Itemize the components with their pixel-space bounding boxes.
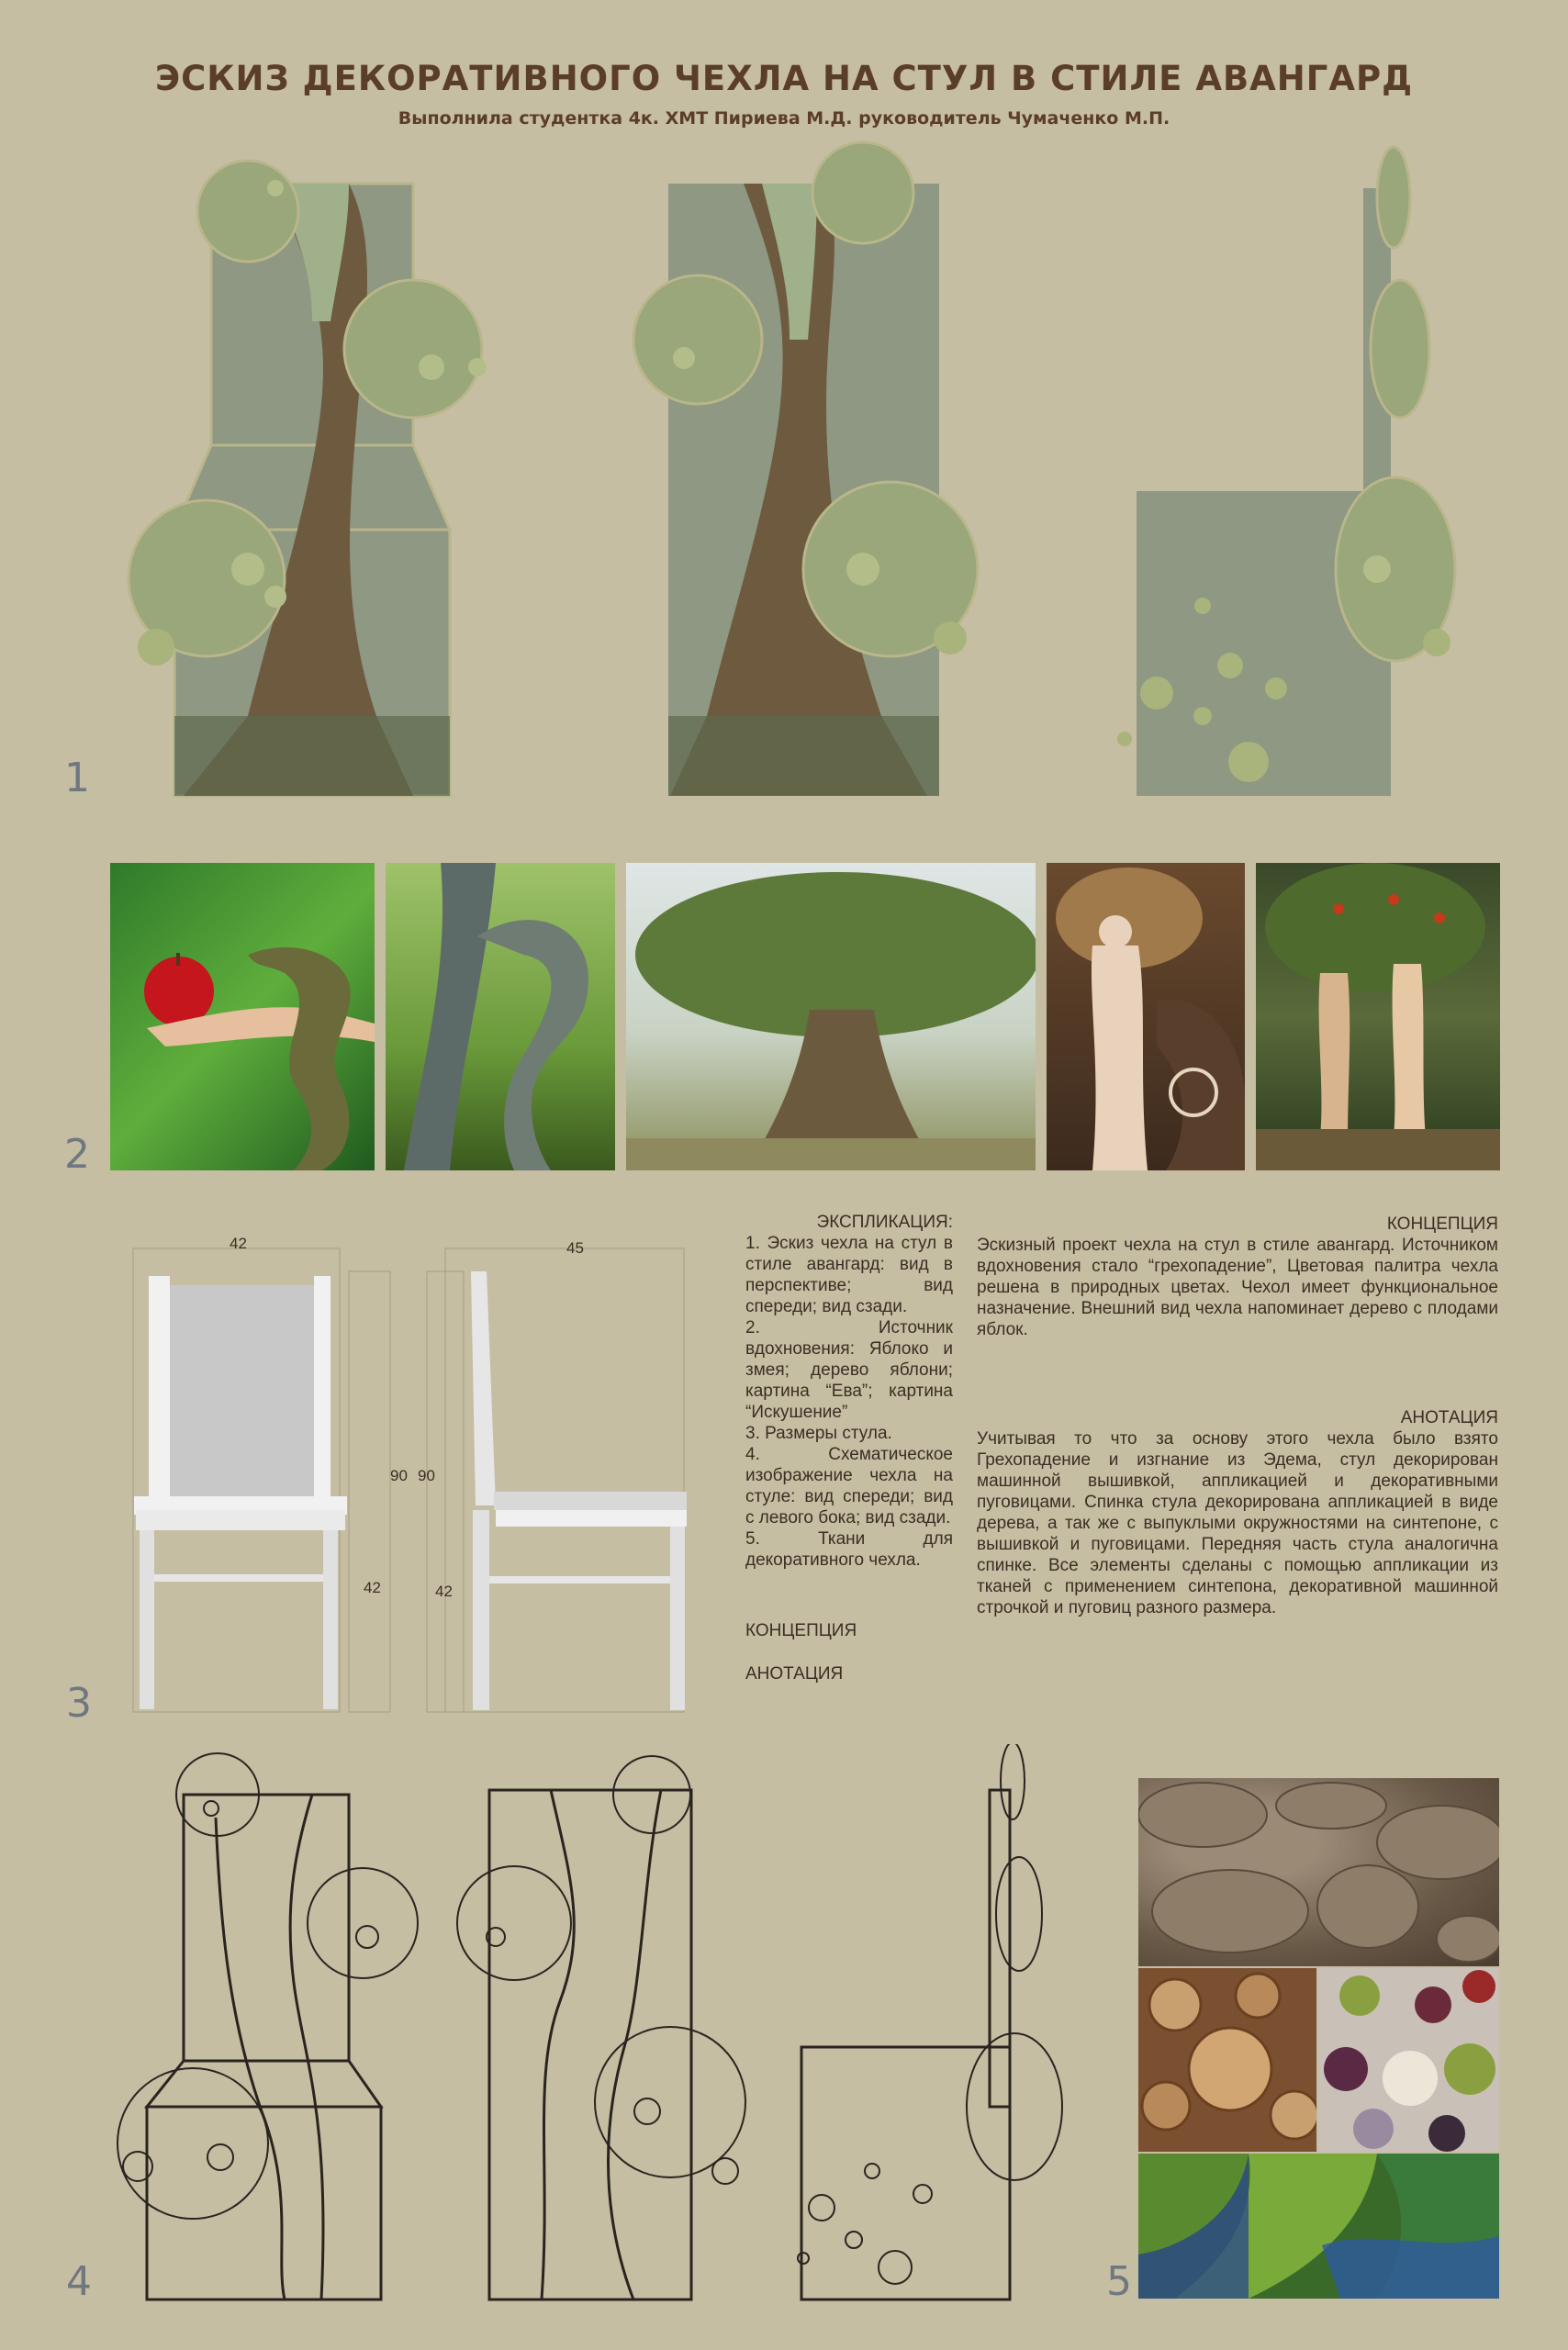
explication-item-1: 1. Эскиз чехла на стул в стиле авангард: вид в перспективе; вид спереди; вид сзади. — [745, 1234, 953, 1316]
section-number-3: 3 — [66, 1680, 92, 1727]
swatch-colored-buttons — [1318, 1968, 1499, 2152]
swatch-patchwork — [1138, 2154, 1499, 2299]
section-number-2: 2 — [64, 1131, 90, 1178]
chair-side — [427, 1248, 687, 1712]
schematic-side — [798, 1744, 1062, 2300]
section-number-1: 1 — [64, 755, 90, 801]
swatch-quilted-satin — [1138, 1778, 1499, 1966]
concept-text: Эскизный проект чехла на стул в стиле авангард. Источником вдохновения стало “грехопадение”, Цветовая палитра чехла решена в природных цветах. Чехол имеет функциональное назначение. Внешний вид чехла напоминает дерево с плодами яблок. — [977, 1236, 1498, 1339]
link-annotation[interactable]: АНОТАЦИЯ — [745, 1664, 844, 1684]
dim-height-left: 90 — [390, 1467, 408, 1484]
section-number-4: 4 — [66, 2258, 92, 2305]
dim-height-right: 90 — [418, 1467, 435, 1484]
explication-item-4: 4. Схематическое изображение чехла на стуле: вид спереди; вид с левого бока; вид сзади. — [745, 1445, 953, 1528]
cover-schematic-views — [0, 1744, 1102, 2313]
explication-item-2: 2. Источник вдохновения: Яблоко и змея; дерево яблони; картина “Ева”; картина “Искушение” — [745, 1318, 953, 1422]
section-number-5: 5 — [1106, 2258, 1132, 2305]
page-subtitle: Выполнила студентка 4к. ХМТ Пириева М.Д. руководитель Чумаченко М.П. — [398, 108, 1170, 129]
photo-eve-painting — [1047, 863, 1245, 1170]
swatch-wooden-buttons — [1138, 1968, 1316, 2152]
photo-temptation-painting — [1256, 863, 1500, 1170]
link-concept[interactable]: КОНЦЕПЦИЯ — [745, 1621, 857, 1640]
photo-twisted-tree — [386, 863, 615, 1170]
concept-heading: КОНЦЕПЦИЯ — [1386, 1214, 1498, 1234]
side-view — [1117, 147, 1455, 796]
front-view — [633, 142, 978, 796]
concept-block — [977, 1214, 1498, 1340]
dim-seat-front: 42 — [364, 1579, 381, 1596]
annotation-heading: АНОТАЦИЯ — [1400, 1408, 1498, 1427]
dim-side-width: 45 — [566, 1239, 584, 1257]
schematic-perspective — [118, 1753, 418, 2300]
chair-front — [133, 1248, 390, 1712]
dim-seat-side: 42 — [435, 1583, 453, 1600]
schematic-front — [457, 1756, 745, 2300]
annotation-text: Учитывая то что за основу этого чехла было взято Грехопадение и изгнание из Эдема, стул декорирован машинной вышивкой, аппликацией и декоративными пуговицами. Спинка стула декорирована аппликацией в виде дерева, а так же с выпуклыми окружностями на синтепоне, с вышивкой и пуговицами. Передняя часть стула аналогична спинке. Все элементы сделаны с помощью аппликации из тканей с применением синтепона, декоративной машинной строчкой и пуговиц разного размера. — [977, 1429, 1498, 1617]
explication-item-5: 5. Ткани для декоративного чехла. — [745, 1529, 953, 1570]
photo-apple-tree — [626, 863, 1036, 1170]
cover-sketch-views — [0, 129, 1568, 808]
page-title: ЭСКИЗ ДЕКОРАТИВНОГО ЧЕХЛА НА СТУЛ В СТИЛЕ АВАНГАРД — [154, 59, 1414, 98]
dim-front-width: 42 — [230, 1235, 247, 1252]
perspective-view — [129, 161, 487, 796]
explication-block — [745, 1212, 953, 1571]
annotation-block — [977, 1407, 1498, 1618]
photo-apple-snake — [110, 863, 375, 1170]
explication-heading: ЭКСПЛИКАЦИЯ: — [816, 1213, 953, 1232]
explication-item-3: 3. Размеры стула. — [745, 1424, 892, 1443]
